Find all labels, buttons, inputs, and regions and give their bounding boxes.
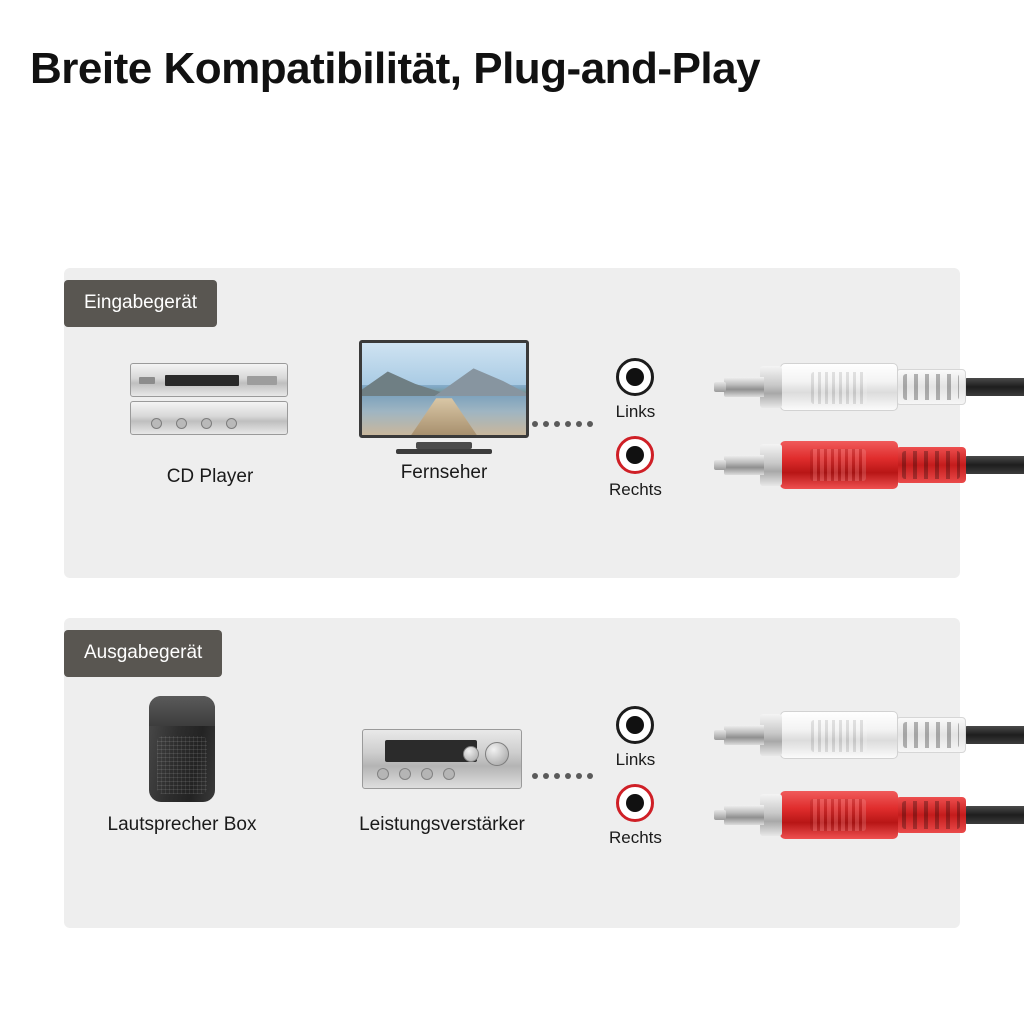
cd-player-slot: [247, 376, 277, 385]
input-panel-tab: Eingabegerät: [64, 280, 217, 327]
red-connector-pin: [724, 455, 764, 475]
output-connection-dots: [532, 773, 593, 779]
dot: [565, 421, 571, 427]
output-red-rca-connector: [724, 788, 1024, 842]
cd-player-bottom-unit: [130, 401, 288, 435]
amplifier-button: [421, 768, 433, 780]
right-jack-ring: [616, 436, 654, 474]
left-jack-hole: [626, 716, 644, 734]
speaker-top: [149, 696, 215, 726]
device-speaker: [72, 694, 292, 836]
left-jack-label: Links: [615, 402, 656, 421]
input-device-panel: [64, 268, 960, 578]
white-connector-pin: [724, 377, 764, 397]
red-strain-ribs: [902, 801, 960, 829]
dot: [543, 773, 549, 779]
amplifier-volume-knob: [485, 742, 509, 766]
white-connector-body: [780, 363, 898, 411]
red-strain-relief: [896, 447, 966, 483]
speaker-grill: [157, 736, 207, 794]
white-cable: [964, 726, 1024, 744]
amplifier-button-row: [377, 768, 455, 780]
output-jack-group: [609, 706, 662, 862]
red-connector-pin: [724, 805, 764, 825]
page-title: Breite Kompatibilität, Plug-and-Play: [30, 44, 761, 93]
dot: [587, 773, 593, 779]
left-jack-ring: [616, 358, 654, 396]
dot: [543, 421, 549, 427]
cd-player-knobs: [151, 418, 237, 429]
input-jack-right: [609, 436, 662, 500]
speaker-art: [149, 696, 215, 802]
cd-player-art: [130, 363, 290, 439]
output-jack-left: [609, 706, 662, 770]
dot: [576, 421, 582, 427]
white-connector-grip: [811, 720, 867, 752]
right-jack-ring: [616, 784, 654, 822]
red-cable: [964, 456, 1024, 474]
left-jack-label: Links: [615, 750, 656, 769]
amplifier-art: [362, 729, 522, 789]
right-jack-hole: [626, 446, 644, 464]
input-connection-dots: [532, 421, 593, 427]
white-strain-relief: [896, 717, 966, 753]
speaker-caption: Lautsprecher Box: [107, 814, 257, 835]
dot: [554, 773, 560, 779]
tv-foot: [396, 449, 492, 454]
dot: [532, 773, 538, 779]
red-connector-body: [780, 441, 898, 489]
white-strain-ribs: [903, 374, 959, 400]
white-strain-relief: [896, 369, 966, 405]
input-red-rca-connector: [724, 438, 1024, 492]
amplifier-button: [443, 768, 455, 780]
cd-player-illustration: [100, 346, 320, 456]
red-connector-body: [780, 791, 898, 839]
cd-knob: [201, 418, 212, 429]
right-jack-label: Rechts: [609, 828, 662, 847]
input-jack-left: [609, 358, 662, 422]
red-strain-relief: [896, 797, 966, 833]
tv-stand: [416, 442, 472, 449]
tv-art: [359, 340, 529, 454]
cd-knob: [176, 418, 187, 429]
tv-illustration: [324, 342, 564, 452]
input-jack-group: [609, 358, 662, 514]
amplifier-illustration: [292, 714, 592, 804]
left-jack-hole: [626, 368, 644, 386]
output-panel-tab: Ausgabegerät: [64, 630, 222, 677]
dot: [532, 421, 538, 427]
device-tv: [324, 342, 564, 484]
dot: [554, 421, 560, 427]
white-strain-ribs: [903, 722, 959, 748]
white-connector-pin: [724, 725, 764, 745]
red-connector-grip: [810, 449, 866, 481]
input-white-rca-connector: [724, 360, 1024, 414]
amplifier-button: [377, 768, 389, 780]
device-cd-player: [100, 346, 320, 488]
cd-player-caption: CD Player: [166, 466, 254, 487]
dot: [587, 421, 593, 427]
output-jack-right: [609, 784, 662, 848]
red-strain-ribs: [902, 451, 960, 479]
white-connector-grip: [811, 372, 867, 404]
dot: [565, 773, 571, 779]
cd-knob: [151, 418, 162, 429]
dot: [576, 773, 582, 779]
right-jack-label: Rechts: [609, 480, 662, 499]
amplifier-selector-knob: [463, 746, 479, 762]
amplifier-caption: Leistungsverstärker: [359, 814, 525, 835]
tv-caption: Fernseher: [400, 462, 488, 483]
speaker-illustration: [72, 694, 292, 804]
amplifier-button: [399, 768, 411, 780]
right-jack-hole: [626, 794, 644, 812]
output-white-rca-connector: [724, 708, 1024, 762]
left-jack-ring: [616, 706, 654, 744]
cd-player-top-unit: [130, 363, 288, 397]
white-cable: [964, 378, 1024, 396]
output-device-panel: [64, 618, 960, 928]
tv-screen: [359, 340, 529, 438]
red-cable: [964, 806, 1024, 824]
white-connector-body: [780, 711, 898, 759]
red-connector-grip: [810, 799, 866, 831]
cd-knob: [226, 418, 237, 429]
